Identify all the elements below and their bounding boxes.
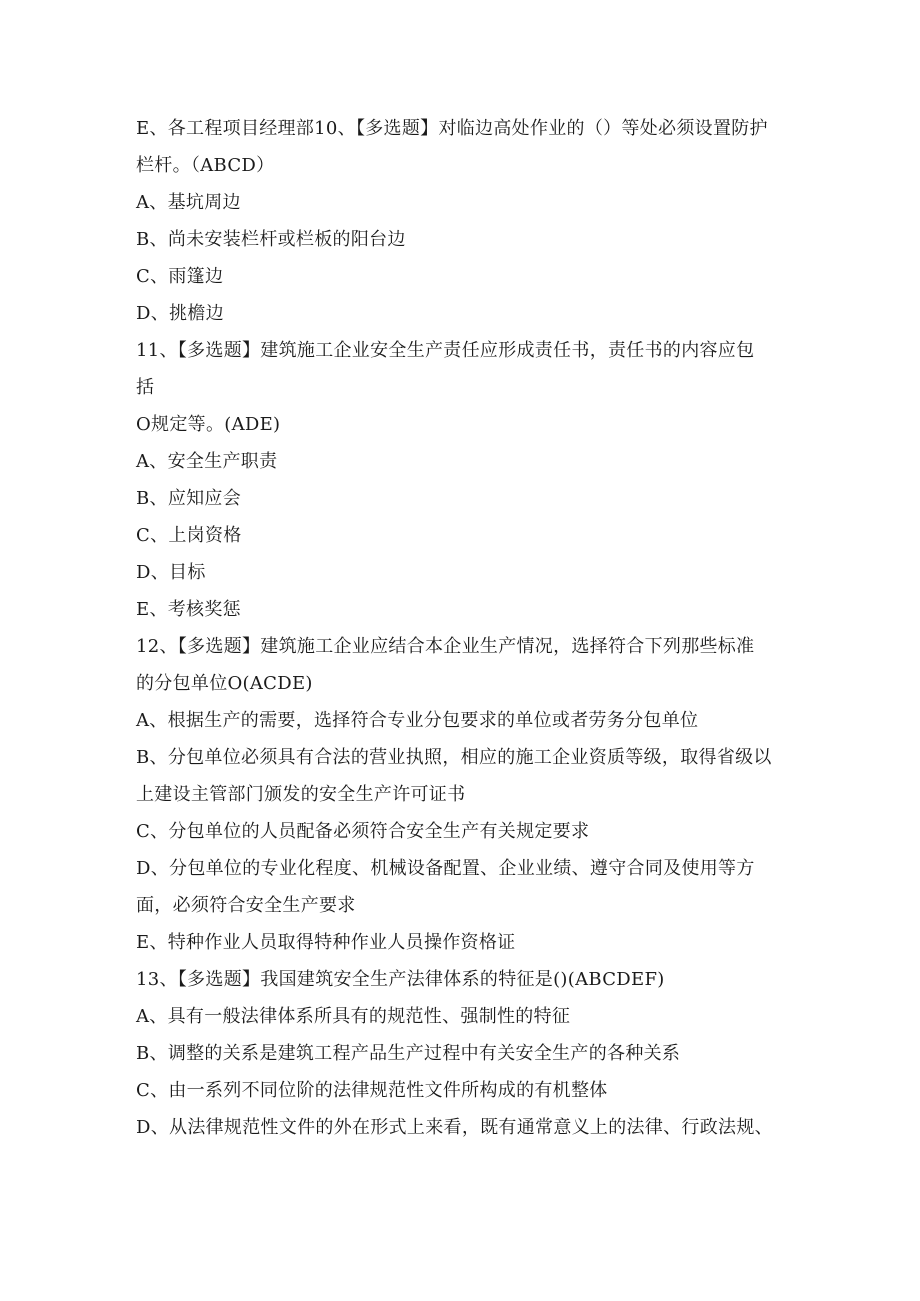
option-line: B、应知应会 [136, 488, 242, 509]
option-line: A、根据生产的需要，选择符合专业分包要求的单位或者劳务分包单位 [136, 710, 699, 731]
option-line: E、特种作业人员取得特种作业人员操作资格证 [136, 932, 516, 953]
option-line: C、雨篷边 [136, 266, 224, 287]
text-line: 栏杆。（ABCD） [136, 155, 275, 176]
option-line: C、分包单位的人员配备必须符合安全生产有关规定要求 [136, 821, 590, 842]
question-line: 13、【多选题】我国建筑安全生产法律体系的特征是()(ABCDEF) [136, 969, 665, 990]
option-line: D、目标 [136, 562, 206, 583]
option-line: D、从法律规范性文件的外在形式上来看，既有通常意义上的法律、行政法规、 [136, 1117, 773, 1138]
question-line: 12、【多选题】建筑施工企业应结合本企业生产情况，选择符合下列那些标准 [136, 636, 755, 657]
option-line: E、考核奖惩 [136, 599, 241, 620]
option-line: A、安全生产职责 [136, 451, 278, 472]
option-line: C、由一系列不同位阶的法律规范性文件所构成的有机整体 [136, 1080, 608, 1101]
option-line: 上建设主管部门颁发的安全生产许可证书 [136, 784, 466, 805]
option-line: B、尚未安装栏杆或栏板的阳台边 [136, 229, 406, 250]
option-line: D、挑檐边 [136, 303, 224, 324]
option-line: 面，必须符合安全生产要求 [136, 895, 356, 916]
question-line: O规定等。(ADE) [136, 414, 281, 435]
text-line: E、各工程项目经理部10、【多选题】对临边高处作业的（）等处必须设置防护 [136, 118, 768, 139]
option-line: A、具有一般法律体系所具有的规范性、强制性的特征 [136, 1006, 571, 1027]
question-line: 括 [136, 377, 155, 398]
option-line: B、分包单位必须具有合法的营业执照，相应的施工企业资质等级，取得省级以 [136, 747, 772, 768]
question-line: 11、【多选题】建筑施工企业安全生产责任应形成责任书，责任书的内容应包 [136, 340, 755, 361]
option-line: D、分包单位的专业化程度、机械设备配置、企业业绩、遵守合同及使用等方 [136, 858, 755, 879]
option-line: B、调整的关系是建筑工程产品生产过程中有关安全生产的各种关系 [136, 1043, 681, 1064]
option-line: C、上岗资格 [136, 525, 242, 546]
question-line: 的分包单位O(ACDE) [136, 673, 313, 694]
document-body [136, 110, 786, 1146]
option-line: A、基坑周边 [136, 192, 241, 213]
